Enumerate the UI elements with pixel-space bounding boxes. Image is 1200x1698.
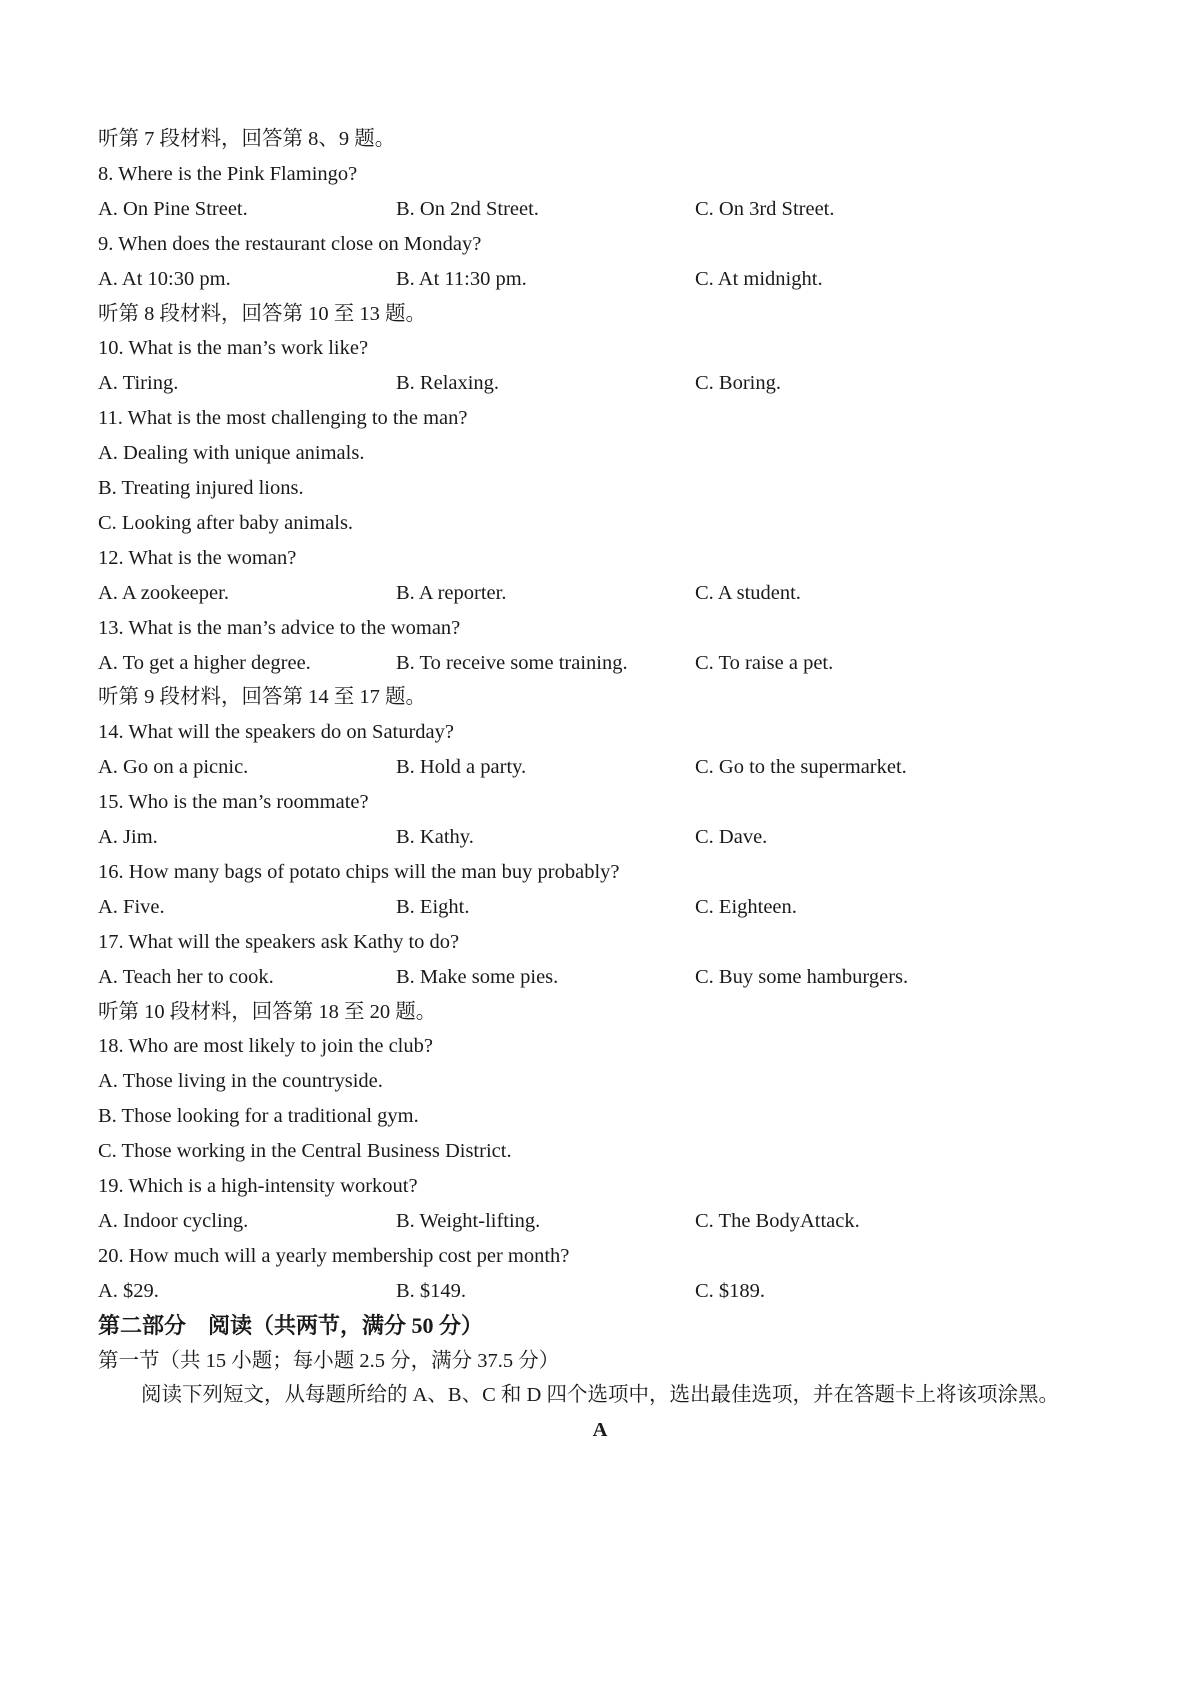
option-row [98,264,1108,294]
option-b: B. Relaxing. [396,372,500,395]
option-a: A. To get a higher degree. [98,651,311,674]
option-line: C. Those working in the Central Business District. [98,1140,512,1163]
option-b: B. A reporter. [396,581,507,604]
option-line: A. Dealing with unique animals. [98,442,365,465]
option-b: B. At 11:30 pm. [396,267,527,290]
option-a: A. Five. [98,895,165,918]
question-text: 15. Who is the man’s roommate? [98,791,369,814]
option-c: C. $189. [695,1279,766,1302]
question-text: 14. What will the speakers do on Saturday? [98,721,455,744]
section-heading: 听第 9 段材料，回答第 14 至 17 题。 [98,686,426,709]
question-text: 12. What is the woman? [98,546,297,569]
section-heading: 听第 10 段材料，回答第 18 至 20 题。 [98,1000,437,1023]
option-b: B. Hold a party. [396,756,527,779]
section-heading: 第一节（共 15 小题；每小题 2.5 分，满分 37.5 分） [98,1349,560,1372]
option-row [98,1276,1108,1306]
option-row [98,822,1108,852]
option-row [98,194,1108,224]
passage-label: A [592,1419,608,1442]
question-text: 11. What is the most challenging to the man? [98,407,468,430]
option-a: A. A zookeeper. [98,581,229,604]
question-text: 13. What is the man’s advice to the woman? [98,616,461,639]
option-c: C. Buy some hamburgers. [695,965,909,988]
option-row [98,368,1108,398]
option-a: A. Go on a picnic. [98,756,249,779]
question-text: 18. Who are most likely to join the club? [98,1035,433,1058]
option-c: C. At midnight. [695,267,823,290]
option-c: C. To raise a pet. [695,651,834,674]
option-row [98,648,1108,678]
option-b: B. Kathy. [396,826,474,848]
option-a: A. On Pine Street. [98,197,248,220]
option-b: B. $149. [396,1279,467,1302]
question-text: 17. What will the speakers ask Kathy to do? [98,930,460,953]
option-c: C. Go to the supermarket. [695,756,907,779]
question-text: 9. When does the restaurant close on Monday? [98,232,482,255]
option-a: A. $29. [98,1279,159,1302]
option-c: C. A student. [695,581,801,604]
option-line: A. Those living in the countryside. [98,1070,383,1093]
option-b: B. On 2nd Street. [396,197,539,220]
option-a: A. Jim. [98,826,158,848]
option-row [98,892,1108,922]
instructions: 阅读下列短文，从每题所给的 A、B、C 和 D 四个选项中，选出最佳选项，并在答题卡上将该项涂黑。 [141,1384,1059,1407]
section-heading: 听第 8 段材料，回答第 10 至 13 题。 [98,302,426,325]
option-a: A. At 10:30 pm. [98,267,231,290]
option-c: C. On 3rd Street. [695,197,835,220]
option-line: C. Looking after baby animals. [98,511,354,534]
option-c: C. The BodyAttack. [695,1209,860,1232]
option-b: B. Eight. [396,895,470,918]
option-a: A. Indoor cycling. [98,1209,249,1232]
part-title: 第二部分 阅读（共两节，满分 50 分） [98,1312,484,1338]
option-row [98,962,1108,992]
option-b: B. To receive some training. [396,651,628,674]
question-text: 19. Which is a high-intensity workout? [98,1175,418,1197]
option-b: B. Weight-lifting. [396,1209,541,1232]
option-row [98,752,1108,782]
option-line: B. Treating injured lions. [98,477,304,499]
option-c: C. Dave. [695,826,768,848]
option-line: B. Those looking for a traditional gym. [98,1105,419,1128]
option-row [98,578,1108,608]
question-text: 8. Where is the Pink Flamingo? [98,162,358,185]
option-b: B. Make some pies. [396,965,559,988]
question-text: 20. How much will a yearly membership cost per month? [98,1244,570,1267]
question-text: 16. How many bags of potato chips will the man buy probably? [98,860,620,883]
option-a: A. Tiring. [98,372,179,395]
question-text: 10. What is the man’s work like? [98,337,369,360]
option-a: A. Teach her to cook. [98,965,274,988]
section-heading: 听第 7 段材料，回答第 8、9 题。 [98,128,396,150]
option-c: C. Boring. [695,372,781,395]
option-row [98,1206,1108,1236]
option-c: C. Eighteen. [695,895,797,918]
